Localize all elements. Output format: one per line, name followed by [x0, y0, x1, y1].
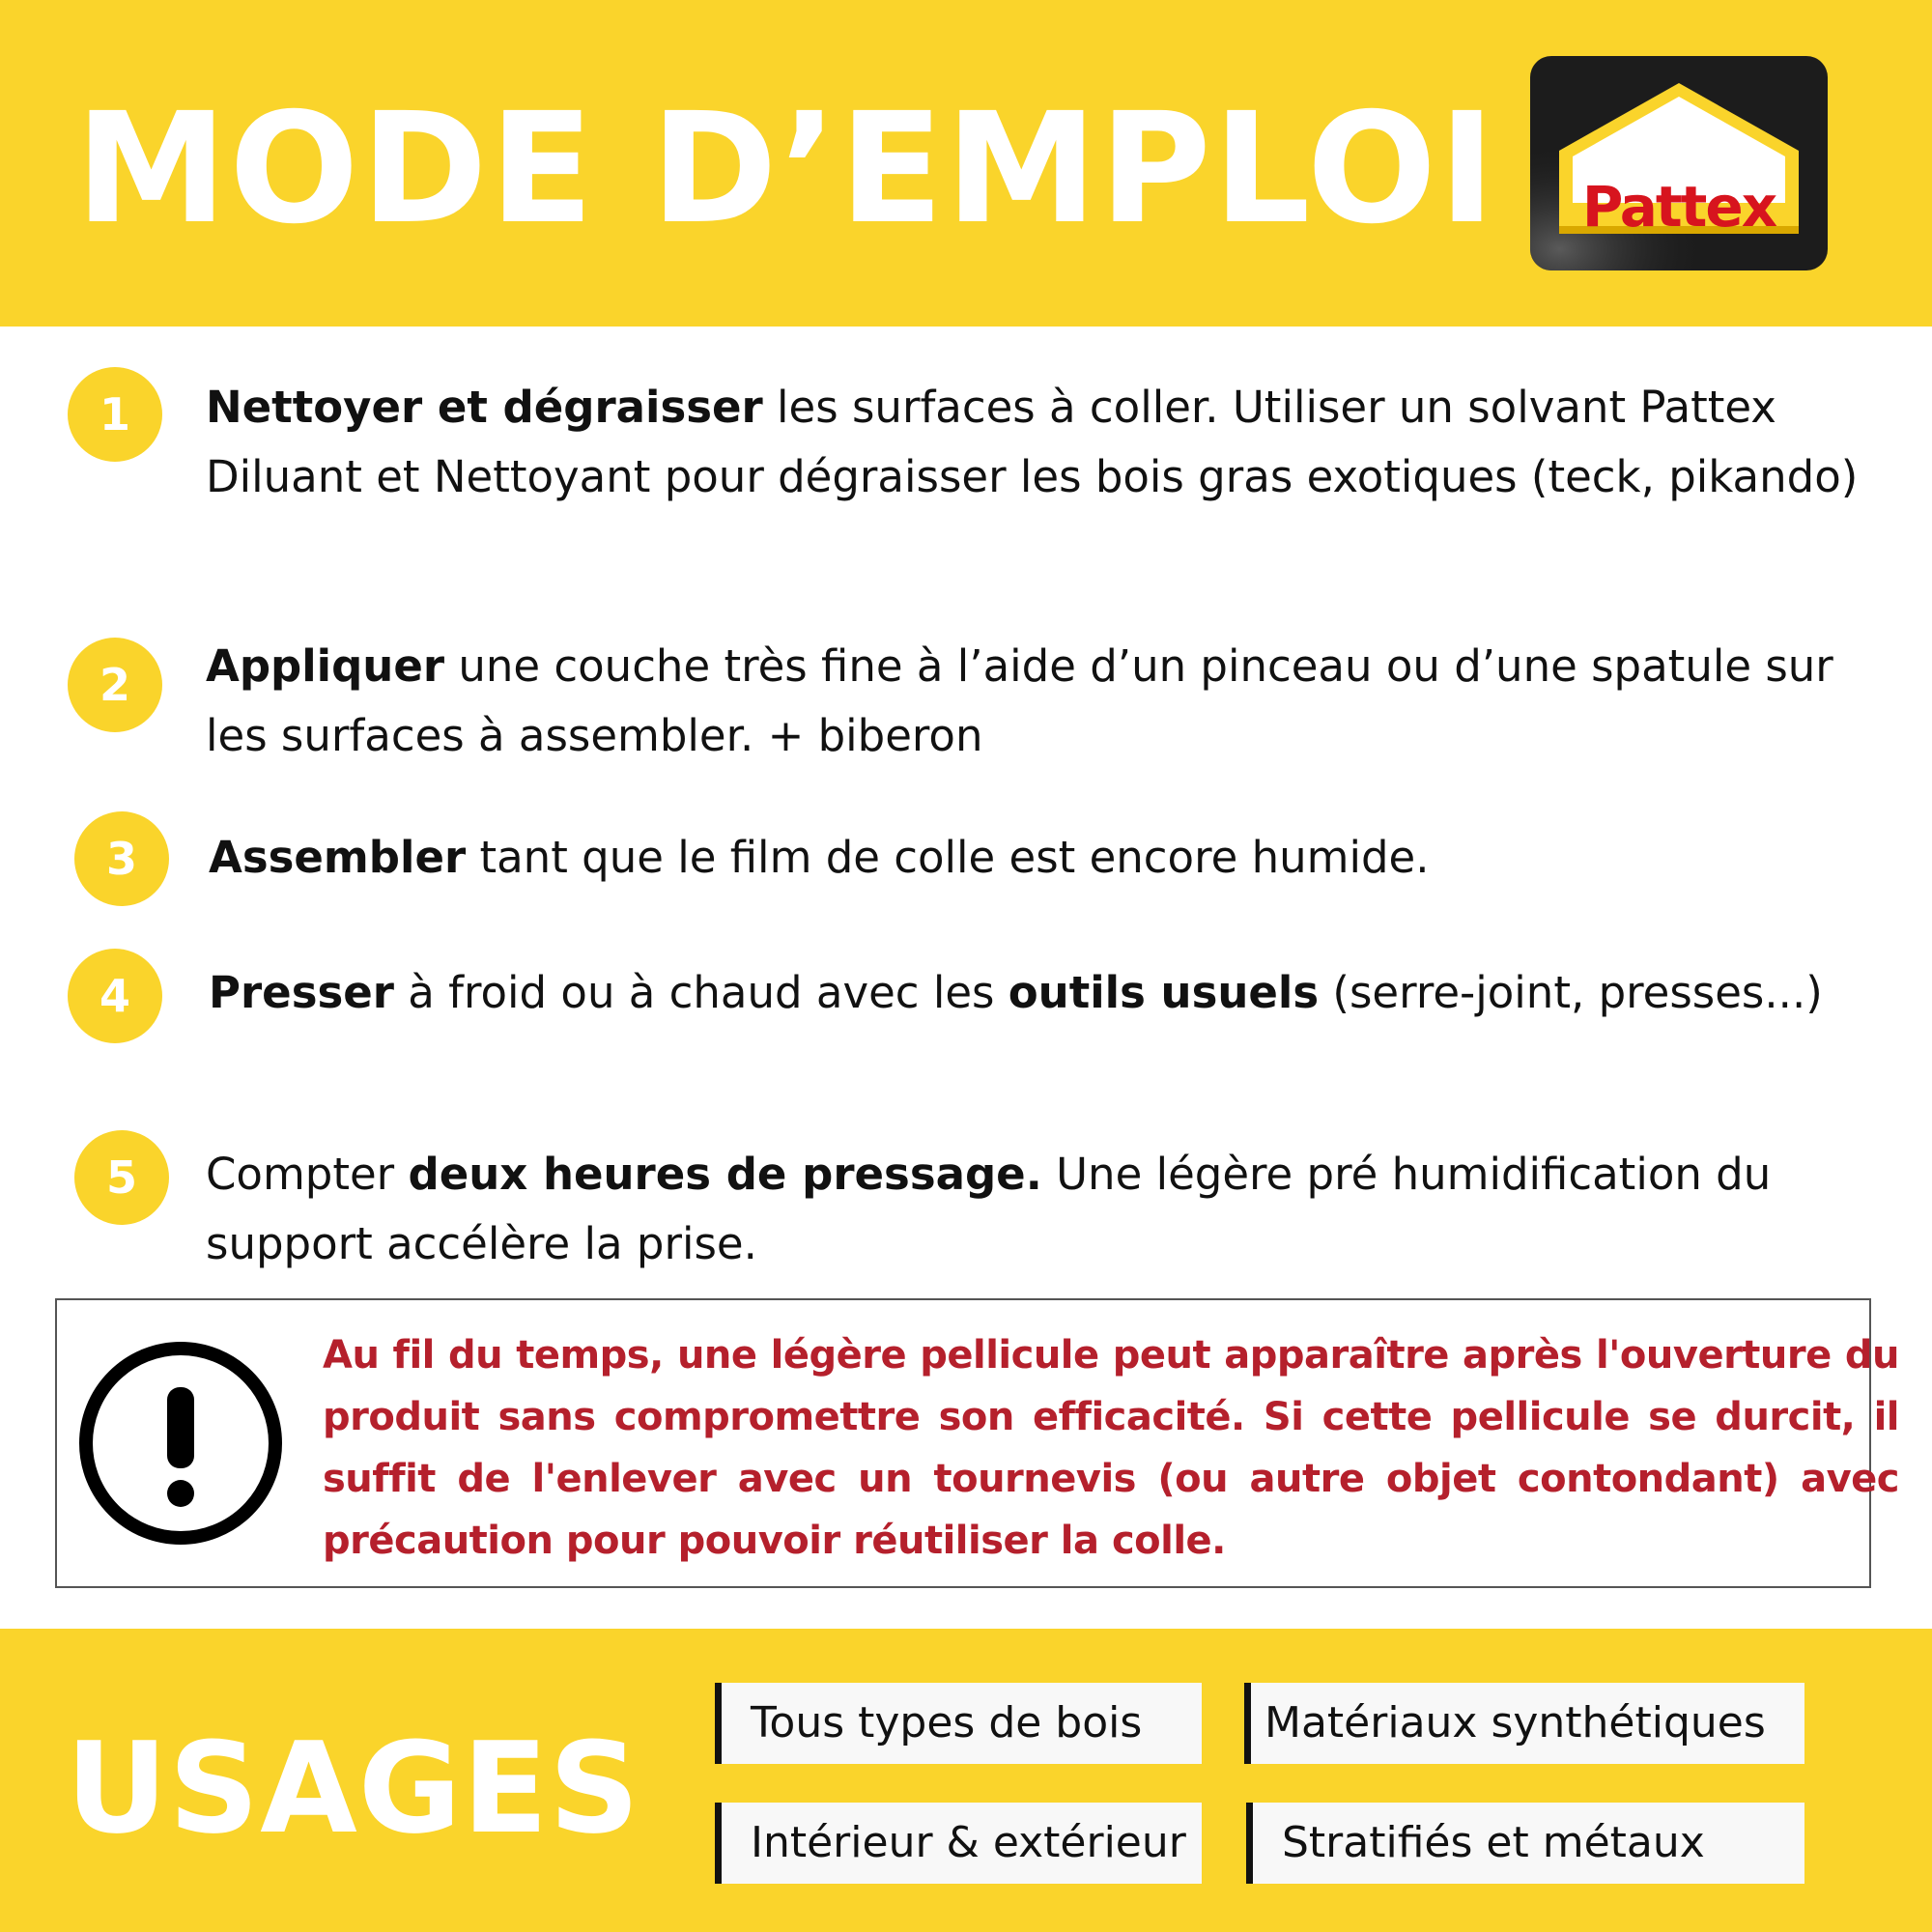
- step-number-badge: 1: [68, 367, 162, 462]
- warning-box: [55, 1298, 1899, 1588]
- step-text-regular: tant que le film de colle est encore humide.: [466, 832, 1430, 883]
- step-text: [206, 373, 1867, 512]
- step-text: [206, 632, 1867, 771]
- step-text-bold: deux heures de pressage.: [408, 1149, 1042, 1200]
- warning-text: Au fil du temps, une légère pellicule peut apparaître après l'ouverture du produit sans compromettre son efficacité. Si cette pellicule se durcit, il suffit de l'enlever avec un tournevis (ou autre objet contondant) avec précaution pour pouvoir réutiliser la colle.: [323, 1333, 1899, 1563]
- step-text-bold: Assembler: [209, 832, 467, 883]
- step-text-regular: les surfaces à coller. Utiliser un solvant Pattex Diluant et Nettoyant pour dégraisser les bois gras exotiques (teck, pikando): [206, 382, 1859, 502]
- step-text: [206, 1140, 1887, 1279]
- step-text-regular: à froid ou à chaud avec les: [393, 967, 1009, 1018]
- step-text: [209, 823, 1870, 893]
- header-banner: [0, 0, 1932, 327]
- step-text-bold: Nettoyer et dégraisser: [206, 382, 763, 433]
- step-text-bold: Appliquer: [206, 640, 445, 692]
- pattex-logo: [1530, 56, 1828, 270]
- step-number-badge: 4: [68, 949, 162, 1043]
- exclamation-circle-icon: [74, 1337, 287, 1549]
- step-text-bold: outils usuels: [1008, 967, 1320, 1018]
- usage-tag: Stratifiés et métaux: [1246, 1803, 1804, 1884]
- step-text-regular: Compter: [206, 1149, 409, 1200]
- usages-title: USAGES: [66, 1715, 640, 1861]
- logo-wordmark: Pattex: [1581, 174, 1776, 240]
- page-title: MODE D’EMPLOI: [75, 80, 1497, 258]
- step-text-regular: (serre-joint, presses...): [1319, 967, 1823, 1018]
- usage-tag: Intérieur & extérieur: [715, 1803, 1202, 1884]
- step-number-badge: 3: [74, 811, 169, 906]
- usage-tag: Matériaux synthétiques: [1244, 1683, 1804, 1764]
- usage-tag: Tous types de bois: [715, 1683, 1202, 1764]
- step-number-badge: 2: [68, 638, 162, 732]
- step-text: [209, 958, 1870, 1028]
- step-number-badge: 5: [74, 1130, 169, 1225]
- footer-banner: [0, 1629, 1932, 1932]
- step-text-regular: une couche très fine à l’aide d’un pinceau ou d’une spatule sur les surfaces à assembler. + biberon: [206, 640, 1833, 761]
- step-text-bold: Presser: [209, 967, 394, 1018]
- step-text-regular: Une légère pré humidification du support accélère la prise.: [206, 1149, 1772, 1269]
